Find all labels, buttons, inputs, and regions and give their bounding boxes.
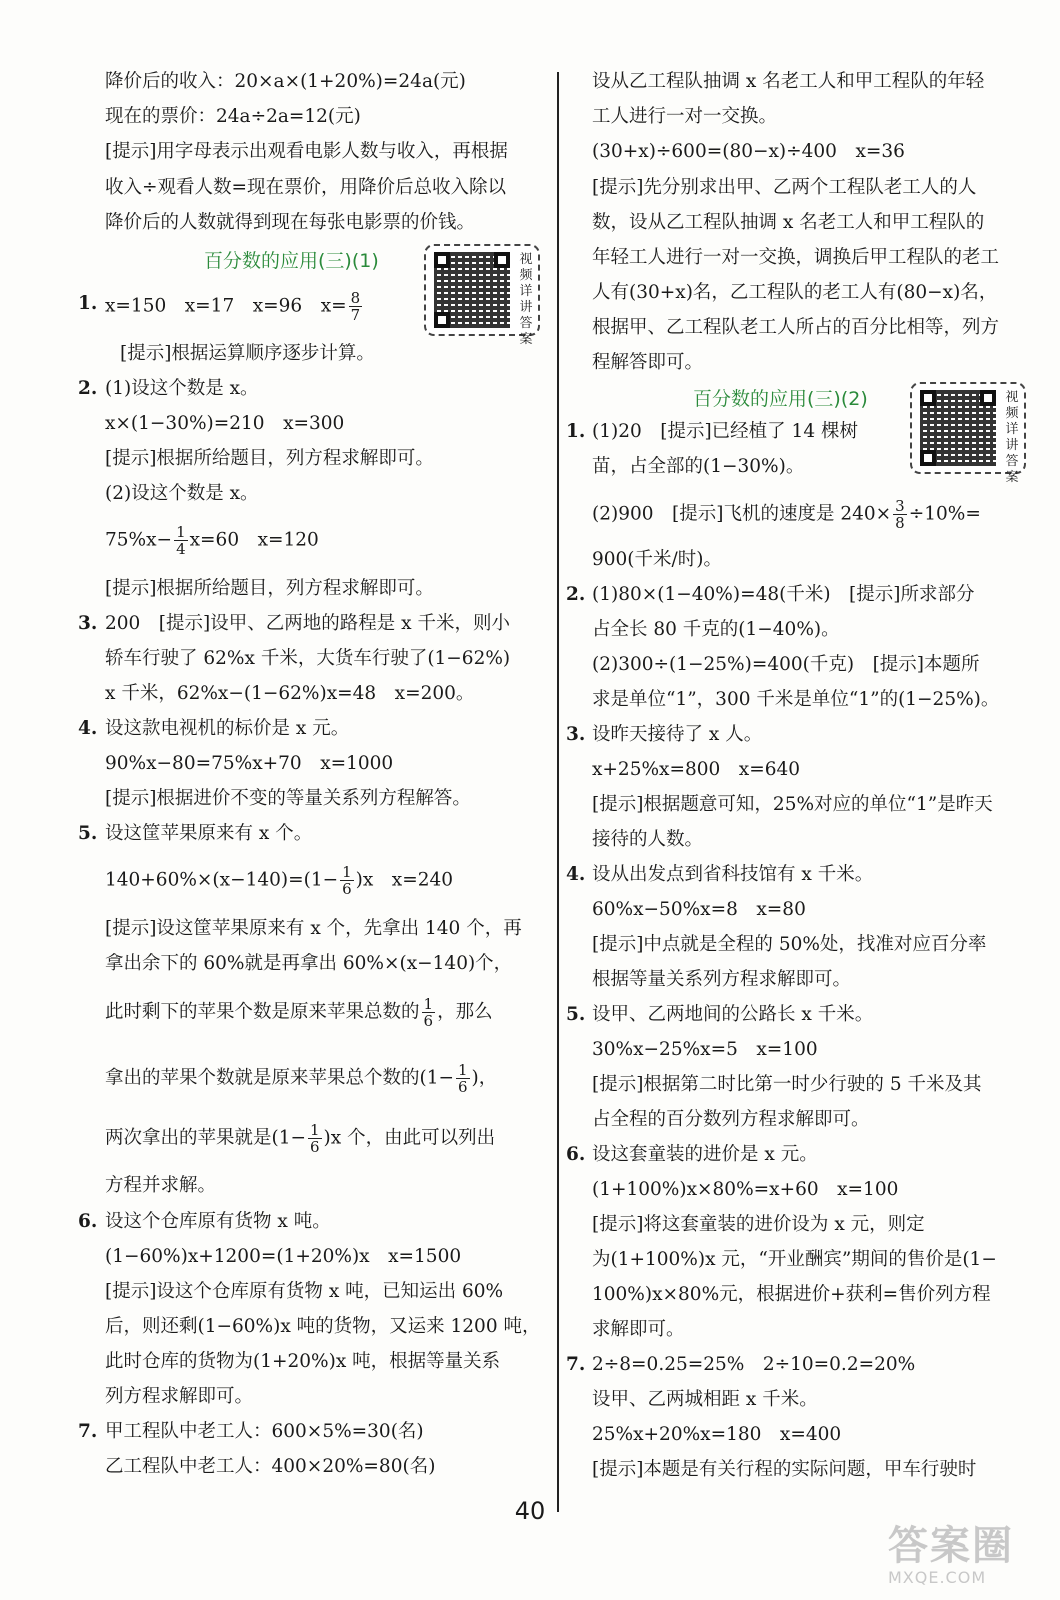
qr-code[interactable] [424,244,540,347]
text-line: 设这筐苹果原来有 x 个。 [105,823,313,844]
text-line: 求解即可。 [592,1319,685,1340]
text-line: (1−60%)x+1200=(1+20%)x x=1500 [105,1246,462,1267]
watermark-url: MXQE.COM [888,1568,987,1587]
fraction: $\frac{1}{4}$ [176,523,186,558]
text-line: 甲工程队中老工人：600×5%=30(名) [105,1421,424,1442]
text-line: 拿出余下的 60%就是再拿出 60%×(x−140)个， [105,953,513,974]
question-number: 5. [566,1004,586,1025]
text-line: 列方程求解即可。 [105,1386,254,1407]
qr-label: 视频详讲答案 [1005,390,1019,485]
fraction: $\frac{3}{8}$ [895,497,905,532]
page-number: 40 [514,1497,546,1525]
hint-line: [提示]根据所给题目，列方程求解即可。 [105,578,434,599]
text-line: x×(1−30%)=210 x=300 [105,413,345,434]
fraction: $\frac{1}{6}$ [423,995,434,1030]
question-number: 7. [78,1421,98,1442]
text-line: 方程并求解。 [105,1175,217,1196]
question-number: 4. [566,864,586,885]
text-line: x 千米，62%x−(1−62%)x=48 x=200。 [105,683,475,704]
hint-line: [提示]中点就是全程的 50%处，找准对应百分率 [592,934,987,955]
text-line: 设这款电视机的标价是 x 元。 [105,718,350,739]
text-line: 设甲、乙两地间的公路长 x 千米。 [592,1004,874,1025]
question-number: 6. [566,1144,586,1165]
text-line: 占全程的百分数列方程求解即可。 [592,1109,870,1130]
text-line: 为(1+100%)x 元，“开业酬宾”期间的售价是(1− [592,1249,997,1270]
text-line: 拿出的苹果个数就是原来苹果总个数的(1− $\frac{1}{6}$ )， [105,1061,498,1096]
text-line: 求是单位“1”，300 千米是单位“1”的(1−25%)。 [592,689,1000,710]
qr-code[interactable] [910,382,1026,485]
watermark-logo [888,1524,1038,1592]
qr-finder-icon [920,390,936,406]
text-line: 轿车行驶了 62%x 千米，大货车行驶了(1−62%) [105,648,511,669]
hint-line: [提示]根据运算顺序逐步计算。 [120,343,375,364]
hint-line: [提示]根据第二时比第一时少行驶的 5 千米及其 [592,1074,982,1095]
text-line: 工人进行一对一交换。 [592,106,778,127]
hint-line: [提示]根据题意可知，25%对应的单位“1”是昨天 [592,794,993,815]
question-number: 3. [78,613,98,634]
text-line: 接待的人数。 [592,829,704,850]
section-title: 百分数的应用(三)(2) [693,388,868,410]
question-number: 3. [566,724,586,745]
hint-line: [提示]设这筐苹果原来有 x 个，先拿出 140 个，再 [105,918,522,939]
text-line: 设昨天接待了 x 人。 [592,724,763,745]
question-number: 4. [78,718,98,739]
hint-line: [提示]根据进价不变的等量关系列方程解答。 [105,788,471,809]
hint-line: [提示]先分别求出甲、乙两个工程队老工人的人 [592,177,977,198]
text-line: 此时仓库的货物为(1+20%)x 吨，根据等量关系 [105,1351,501,1372]
text-line: 设从乙工程队抽调 x 名老工人和甲工程队的年轻 [592,71,985,92]
question-number: 2. [566,584,586,605]
text-line: 降价后的收入：20×a×(1+20%)=24a(元) [105,71,466,92]
column-divider [557,72,559,1512]
text-line: 25%x+20%x=180 x=400 [592,1424,842,1445]
text-line: (1)80×(1−40%)=48(千米) [提示]所求部分 [592,584,975,605]
text-line: 数，设从乙工程队抽调 x 名老工人和甲工程队的 [592,212,985,233]
text-line: (1+100%)x×80%=x+60 x=100 [592,1179,899,1200]
text-line: (2)300÷(1−25%)=400(千克) [提示]本题所 [592,654,980,675]
hint-line: [提示]根据所给题目，列方程求解即可。 [105,448,434,469]
fraction: $\frac{8}{7}$ [350,289,361,324]
qr-finder-icon [434,252,450,268]
text-line: 设甲、乙两城相距 x 千米。 [592,1389,818,1410]
question-number: 1. [566,421,586,442]
text-line: 乙工程队中老工人：400×20%=80(名) [105,1456,436,1477]
text-line: 设这个仓库原有货物 x 吨。 [105,1211,331,1232]
text-line: 30%x−25%x=5 x=100 [592,1039,818,1060]
text-line: 降价后的人数就得到现在每张电影票的价钱。 [105,212,476,233]
fraction: $\frac{1}{6}$ [342,863,352,898]
text-line: 苗，占全部的(1−30%)。 [592,456,805,477]
text-line: 90%x−80=75%x+70 x=1000 [105,753,394,774]
text-line: 此时剩下的苹果个数是原来苹果总数的 $\frac{1}{6}$ ，那么 [105,995,493,1030]
watermark-text: 答案圈 [888,1523,1014,1569]
text-line: 人有(30+x)名，乙工程队的老工人有(80−x)名， [592,282,998,303]
question-number: 2. [78,378,98,399]
text-line: 设这套童装的进价是 x 元。 [592,1144,818,1165]
text-line: 200 [提示]设甲、乙两地的路程是 x 千米，则小 [105,613,510,634]
text-line: (2)设这个数是 x。 [105,483,259,504]
text-line: 年轻工人进行一对一交换，调换后甲工程队的老工 [592,247,1000,268]
text-line: 收入÷观看人数=现在票价，用降价后总收入除以 [105,177,507,198]
hint-line: [提示]设这个仓库原有货物 x 吨，已知运出 60% [105,1281,504,1302]
text-line: (30+x)÷600=(80−x)÷400 x=36 [592,141,905,162]
text-line: 根据甲、乙工程队老工人所占的百分比相等，列方 [592,317,1000,338]
text-line: [提示]用字母表示出观看电影人数与收入，再根据 [105,141,508,162]
text-line: 后，则还剩(1−60%)x 吨的货物，又运来 1200 吨， [105,1316,541,1337]
text-line: 60%x−50%x=8 x=80 [592,899,806,920]
hint-line: [提示]本题是有关行程的实际问题，甲车行驶时 [592,1459,977,1480]
equation-line: 140+60%×(x−140)=(1− $\frac{1}{6}$ )x x=240 [105,863,454,898]
question-number: 5. [78,823,98,844]
fraction: $\frac{1}{6}$ [458,1061,468,1096]
text-line: 两次拿出的苹果就是(1− $\frac{1}{6}$ )x 个，由此可以列出 [105,1121,496,1156]
qr-label: 视频详讲答案 [519,252,533,347]
text-line: 根据等量关系列方程求解即可。 [592,969,852,990]
text-line: 占全长 80 千克的(1−40%)。 [592,619,840,640]
text-line: (2)900 [提示]飞机的速度是 240× $\frac{3}{8}$ ÷10%= [592,497,981,532]
text-line: 设从出发点到省科技馆有 x 千米。 [592,864,874,885]
section-title: 百分数的应用(三)(1) [204,250,379,272]
qr-finder-icon [434,312,450,328]
question-number: 1. [78,293,98,314]
qr-finder-icon [920,450,936,466]
equation-line: 75%x− $\frac{1}{4}$ x=60 x=120 [105,523,319,558]
text-line: (1)设这个数是 x。 [105,378,259,399]
text-line: 900(千米/时)。 [592,549,722,570]
fraction: $\frac{1}{6}$ [310,1121,320,1156]
text-line: x+25%x=800 x=640 [592,759,801,780]
qr-finder-icon [980,390,996,406]
hint-line: [提示]将这套童装的进价设为 x 元，则定 [592,1214,925,1235]
text-line: (1)20 [提示]已经植了 14 棵树 [592,421,858,442]
question-number: 7. [566,1354,586,1375]
qr-finder-icon [494,252,510,268]
answer-line: x=150 x=17 x=96 x= $\frac{8}{7}$ [105,289,361,324]
text-line: 程解答即可。 [592,352,704,373]
text-line: 现在的票价：24a÷2a=12(元) [105,106,361,127]
text-line: 2÷8=0.25=25% 2÷10=0.2=20% [592,1354,916,1375]
question-number: 6. [78,1211,98,1232]
text-line: 100%)x×80%元，根据进价+获利=售价列方程 [592,1284,991,1305]
